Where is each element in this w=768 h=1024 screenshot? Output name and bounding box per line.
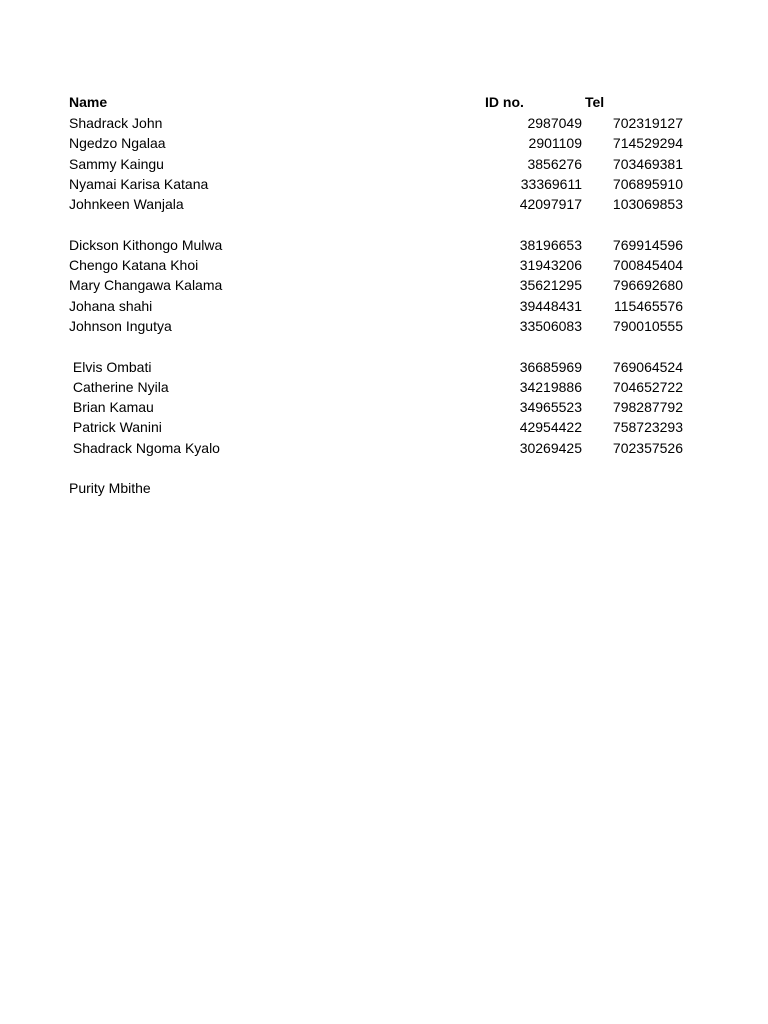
cell-name: Mary Changawa Kalama	[69, 277, 223, 294]
cell-name: Chengo Katana Khoi	[69, 257, 199, 274]
table-row	[0, 478, 768, 498]
cell-id-no: 3856276	[527, 155, 582, 172]
cell-id-no: 42954422	[519, 419, 582, 436]
cell-tel: 796692680	[612, 277, 683, 294]
cell-name: Elvis Ombati	[69, 358, 152, 375]
cell-tel: 769914596	[612, 236, 683, 253]
table-row	[0, 296, 768, 316]
table-row	[0, 397, 768, 417]
cell-id-no: 31943206	[519, 257, 582, 274]
cell-id-no: 2901109	[528, 135, 582, 152]
table-row	[0, 133, 768, 153]
table-row	[0, 458, 768, 478]
table-row	[0, 417, 768, 437]
table-row	[0, 275, 768, 295]
cell-id-no: 35621295	[519, 277, 582, 294]
cell-id-no: 36685969	[519, 358, 582, 375]
table-row	[0, 336, 768, 356]
cell-tel: 706895910	[612, 175, 683, 192]
cell-tel: 714529294	[612, 135, 683, 152]
cell-name: Catherine Nyila	[69, 378, 169, 395]
cell-tel: 702319127	[612, 115, 683, 131]
cell-tel: 103069853	[612, 196, 683, 213]
cell-tel: 798287792	[612, 399, 683, 416]
table-row	[0, 357, 768, 377]
cell-name: Shadrack Ngoma Kyalo	[69, 439, 220, 456]
data-rows	[0, 113, 768, 499]
table-row	[0, 438, 768, 458]
cell-name: Patrick Wanini	[69, 419, 162, 436]
cell-name: Brian Kamau	[69, 399, 154, 416]
cell-tel: 790010555	[612, 317, 683, 334]
cell-id-no: 42097917	[519, 196, 582, 213]
header-name: Name	[69, 94, 108, 110]
table-row	[0, 235, 768, 255]
cell-name: Johnson Ingutya	[69, 317, 172, 334]
cell-id-no: 30269425	[519, 439, 582, 456]
cell-id-no: 39448431	[519, 297, 582, 314]
cell-id-no: 34219886	[519, 378, 582, 395]
cell-name: Purity Mbithe	[69, 480, 151, 497]
cell-id-no: 33506083	[519, 317, 582, 334]
table-row	[0, 174, 768, 194]
cell-id-no: 34965523	[519, 399, 582, 416]
cell-name: Johnkeen Wanjala	[69, 196, 184, 213]
cell-name: Johana shahi	[69, 297, 153, 314]
table-row	[0, 377, 768, 397]
cell-tel: 704652722	[612, 378, 683, 395]
cell-tel: 700845404	[612, 257, 683, 274]
table-row	[0, 255, 768, 275]
table-row	[0, 113, 768, 133]
cell-tel: 769064524	[612, 358, 683, 375]
cell-tel: 758723293	[612, 419, 683, 436]
table-row	[0, 316, 768, 336]
cell-name: Sammy Kaingu	[69, 155, 164, 172]
cell-tel: 703469381	[612, 155, 683, 172]
cell-id-no: 38196653	[519, 236, 582, 253]
cell-id-no: 33369611	[520, 175, 582, 192]
table-row	[0, 214, 768, 234]
cell-tel: 115465576	[613, 297, 683, 314]
cell-name: Shadrack John	[69, 115, 163, 131]
table-row	[0, 194, 768, 214]
table-row	[0, 154, 768, 174]
cell-name: Dickson Kithongo Mulwa	[69, 236, 223, 253]
cell-id-no: 2987049	[527, 115, 582, 131]
header-tel: Tel	[585, 94, 605, 110]
header-id-no: ID no.	[485, 94, 524, 110]
cell-tel: 702357526	[612, 439, 683, 456]
cell-name: Nyamai Karisa Katana	[69, 175, 209, 192]
cell-name: Ngedzo Ngalaa	[69, 135, 166, 152]
